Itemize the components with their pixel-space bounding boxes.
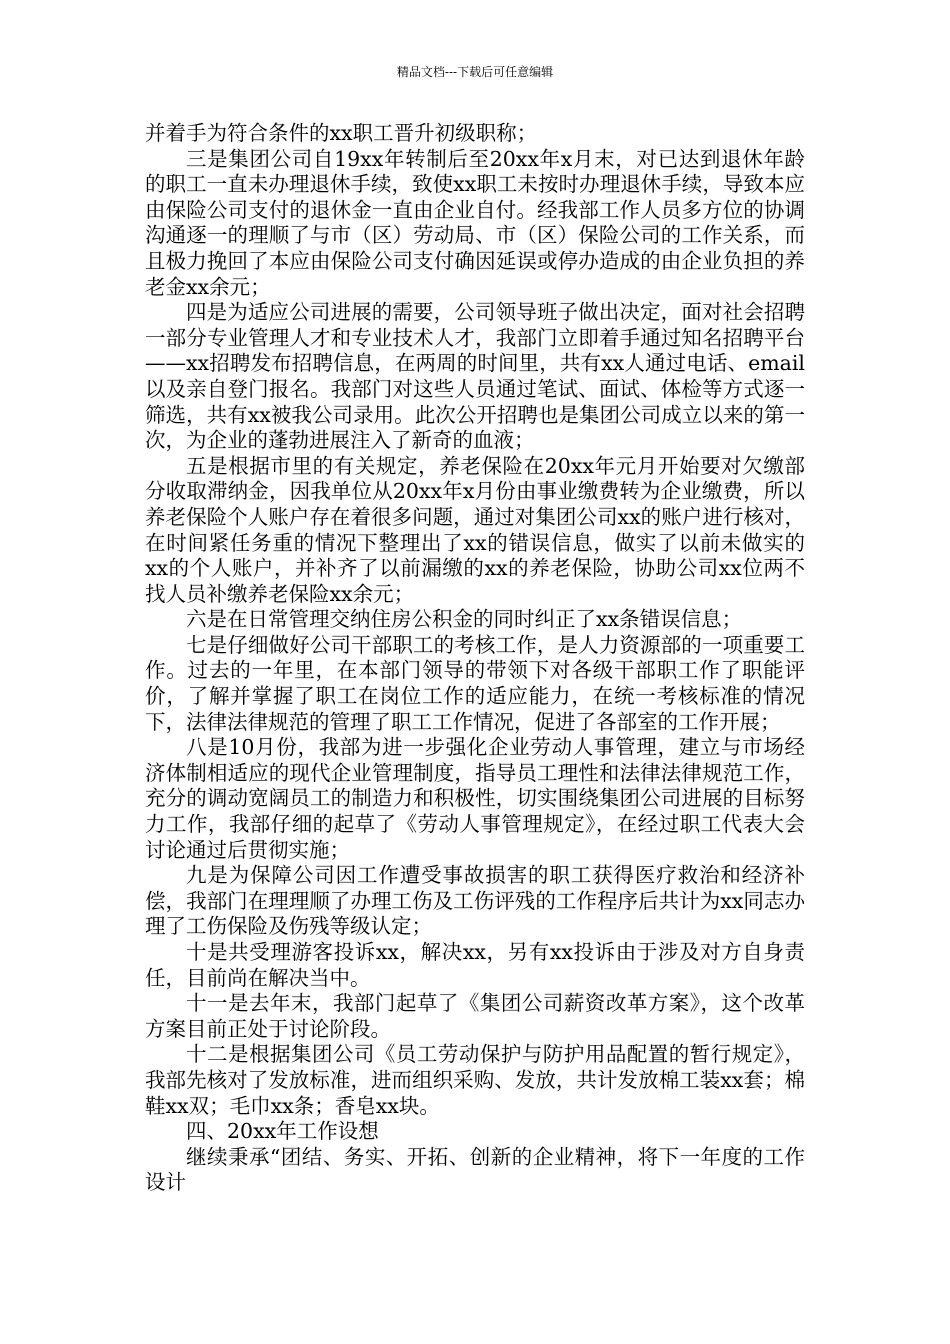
paragraph-item-5: 五是根据市里的有关规定，养老保险在20xx年元月开始要对欠缴部分收取滞纳金，因我单位从20xx年x月份由事业缴费转为企业缴费，所以养老保险个人账户存在着很多问题，通过对集团公司xx的账户进行核对，在时间紧任务重的情况下整理出了xx的错误信息，做实了以前未做实的xx的个人账户，并补齐了以前漏缴的xx的养老保险，协助公司xx位两不找人员补缴养老保险xx余元； xyxy=(145,453,805,606)
document-body xyxy=(145,121,805,1196)
paragraph-item-4: 四是为适应公司进展的需要，公司领导班子做出决定，面对社会招聘一部分专业管理人才和专业技术人才，我部门立即着手通过知名招聘平台——xx招聘发布招聘信息，在两周的时间里，共有xx人通过电话、email以及亲自登门报名。我部门对这些人员通过笔试、面试、体检等方式逐一筛选，共有xx被我公司录用。此次公开招聘也是集团公司成立以来的第一次，为企业的蓬勃进展注入了新奇的血液； xyxy=(145,300,805,453)
paragraph-item-11: 十一是去年末，我部门起草了《集团公司薪资改革方案》，这个改革方案目前正处于讨论阶段。 xyxy=(145,991,805,1041)
paragraph-continuation: 并着手为符合条件的xx职工晋升初级职称； xyxy=(145,121,538,145)
paragraph-item-12: 十二是根据集团公司《员工劳动保护与防护用品配置的暂行规定》，我部先核对了发放标准，进而组织采购、发放，共计发放棉工装xx套；棉鞋xx双；毛巾xx条；香皂xx块。 xyxy=(145,1042,805,1118)
paragraph-plan: 继续秉承“团结、务实、开拓、创新的企业精神，将下一年度的工作设计 xyxy=(145,1144,805,1195)
paragraph-item-8: 八是10月份，我部为进一步强化企业劳动人事管理，建立与市场经济体制相适应的现代企业管理制度，指导员工理性和法律法律规范工作，充分的调动宽阔员工的制造力和积极性，切实围绕集团公司进展的目标努力工作，我部仔细的起草了《劳动人事管理规定》，在经过职工代表大会讨论通过后贯彻实施； xyxy=(145,735,805,862)
paragraph-item-3: 三是集团公司自19xx年转制后至20xx年x月末，对已达到退休年龄的职工一直未办理退休手续，致使xx职工未按时办理退休手续，导致本应由保险公司支付的退休金一直由企业自付。经我部工作人员多方位的协调沟通逐一的理顺了与市（区）劳动局、市（区）保险公司的工作关系，而且极力挽回了本应由保险公司支付确因延误或停办造成的由企业负担的养老金xx余元； xyxy=(145,146,805,299)
paragraph-item-6: 六是在日常管理交纳住房公积金的同时纠正了xx条错误信息； xyxy=(186,607,743,632)
paragraph-item-7: 七是仔细做好公司干部职工的考核工作，是人力资源部的一项重要工作。过去的一年里，在本部门领导的带领下对各级干部职工作了职能评价，了解并掌握了职工在岗位工作的适应能力，在统一考核标准的情况下，法律法律规范的管理了职工工作情况，促进了各部室的工作开展； xyxy=(145,632,805,734)
paragraph-item-10: 十是共受理游客投诉xx，解决xx，另有xx投诉由于涉及对方自身责任，目前尚在解决当中。 xyxy=(145,940,805,990)
paragraph-item-9: 九是为保障公司因工作遭受事故损害的职工获得医疗救治和经济补偿，我部门在理理顺了办理工伤及工伤评残的工作程序后共计为xx同志办理了工伤保险及伤残等级认定； xyxy=(145,863,805,939)
page-header: 精品文档---下载后可任意编辑 xyxy=(396,65,554,79)
section-heading: 四、20xx年工作设想 xyxy=(186,1119,379,1144)
